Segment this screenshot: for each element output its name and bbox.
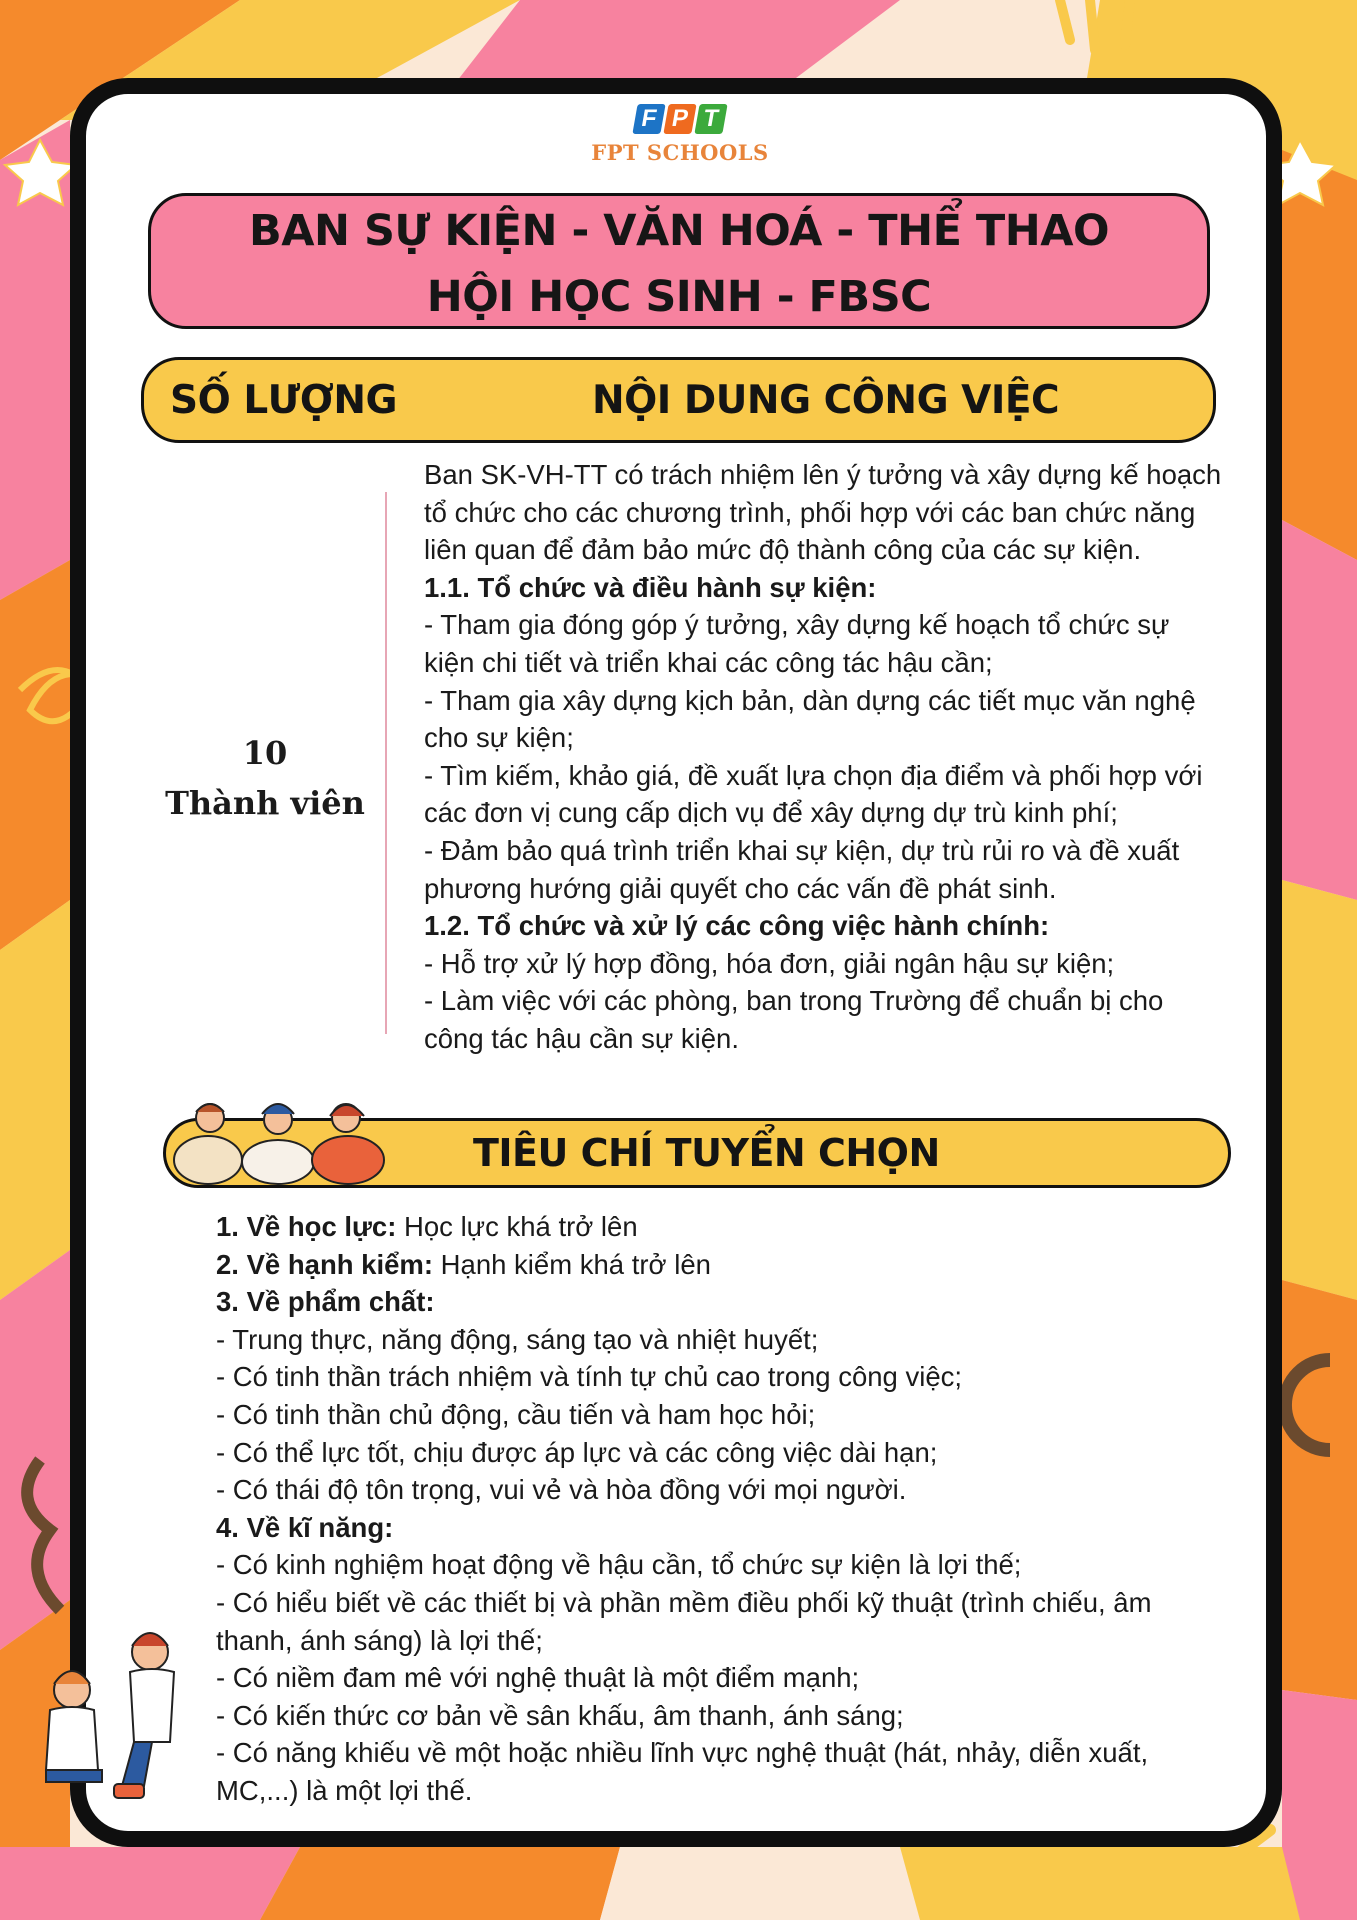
kids-illustration-icon (168, 1090, 398, 1190)
title-banner (148, 193, 1210, 329)
list-item: - Có thể lực tốt, chịu được áp lực và các công việc dài hạn; (216, 1436, 938, 1468)
member-count-label: Thành viên (165, 784, 365, 822)
header-quantity: SỐ LƯỢNG (170, 378, 397, 423)
section-heading-2: 1.2. Tổ chức và xử lý các công việc hành chính: (424, 910, 1050, 942)
title-line-2: HỘI HỌC SINH - FBSC (426, 272, 932, 322)
criteria-conduct (216, 1246, 1216, 1284)
job-intro: Ban SK-VH-TT có trách nhiệm lên ý tưởng và xây dựng kế hoạch tổ chức cho các chương trình, phối hợp với các ban chức năng liên quan để đảm bảo mức độ thành công của các sự kiện. (424, 459, 1222, 566)
logo-letter-t: T (694, 104, 727, 134)
criteria-skills-heading: 4. Về kĩ năng: (216, 1511, 394, 1543)
member-count-number: 10 (242, 734, 288, 772)
table-header (141, 357, 1216, 443)
column-divider (385, 492, 387, 1034)
member-count (160, 728, 370, 828)
criteria-conduct-value: Hạnh kiểm khá trở lên (433, 1248, 711, 1280)
list-item: - Làm việc với các phòng, ban trong Trường để chuẩn bị cho công tác hậu cần sự kiện. (424, 985, 1164, 1054)
criteria-academic (216, 1208, 1216, 1246)
list-item: - Có hiểu biết về các thiết bị và phần mềm điều phối kỹ thuật (trình chiếu, âm thanh, ánh sáng) là lợi thế; (216, 1586, 1152, 1656)
list-item: - Tham gia xây dựng kịch bản, dàn dựng các tiết mục văn nghệ cho sự kiện; (424, 684, 1196, 754)
list-item: - Có thái độ tôn trọng, vui vẻ và hòa đồng với mọi người. (216, 1474, 907, 1506)
criteria-list (216, 1208, 1216, 1810)
list-item: - Có năng khiếu về một hoặc nhiều lĩnh vực nghệ thuật (hát, nhảy, diễn xuất, MC,...) là một lợi thế. (216, 1737, 1149, 1806)
section-heading-1: 1.1. Tổ chức và điều hành sự kiện: (424, 571, 877, 603)
logo-letter-f: F (632, 104, 665, 134)
list-item: - Có tinh thần chủ động, cầu tiến và ham học hỏi; (216, 1398, 816, 1430)
criteria-academic-value: Học lực khá trở lên (396, 1211, 638, 1242)
fpt-schools-logo (590, 104, 770, 165)
list-item: - Có tinh thần trách nhiệm và tính tự chủ cao trong công việc; (216, 1361, 963, 1393)
criteria-title: TIÊU CHÍ TUYỂN CHỌN (473, 1131, 940, 1175)
logo-letter-p: P (663, 104, 696, 134)
job-description (424, 456, 1224, 1058)
list-item: - Hỗ trợ xử lý hợp đồng, hóa đơn, giải ngân hậu sự kiện; (424, 947, 1115, 979)
list-item: - Tham gia đóng góp ý tưởng, xây dựng kế hoạch tổ chức sự kiện chi tiết và triển khai các công tác hậu cần; (424, 609, 1170, 678)
criteria-conduct-label: 2. Về hạnh kiểm: (216, 1248, 434, 1280)
list-item: - Có niềm đam mê với nghệ thuật là một điểm mạnh; (216, 1662, 860, 1694)
title-line-1: BAN SỰ KIỆN - VĂN HOÁ - THỂ THAO (248, 206, 1110, 256)
kids-sitting-illustration-icon (22, 1610, 192, 1810)
list-item: - Có kinh nghiệm hoạt động về hậu cần, tổ chức sự kiện là lợi thế; (216, 1549, 1022, 1581)
list-item: - Trung thực, năng động, sáng tạo và nhiệt huyết; (216, 1323, 819, 1355)
list-item: - Có kiến thức cơ bản về sân khấu, âm thanh, ánh sáng; (216, 1699, 904, 1731)
criteria-qualities-heading: 3. Về phẩm chất: (216, 1286, 435, 1318)
fpt-logo-icon (590, 104, 770, 134)
criteria-academic-label: 1. Về học lực: (216, 1211, 397, 1242)
list-item: - Đảm bảo quá trình triển khai sự kiện, dự trù rủi ro và đề xuất phương hướng giải quyết cho các vấn đề phát sinh. (424, 834, 1180, 904)
list-item: - Tìm kiếm, khảo giá, đề xuất lựa chọn địa điểm và phối hợp với các đơn vị cung cấp dịch vụ để xây dựng dự trù kinh phí; (424, 759, 1203, 829)
header-job-content: NỘI DUNG CÔNG VIỆC (592, 378, 1060, 423)
logo-subtitle: FPT SCHOOLS (591, 140, 769, 165)
